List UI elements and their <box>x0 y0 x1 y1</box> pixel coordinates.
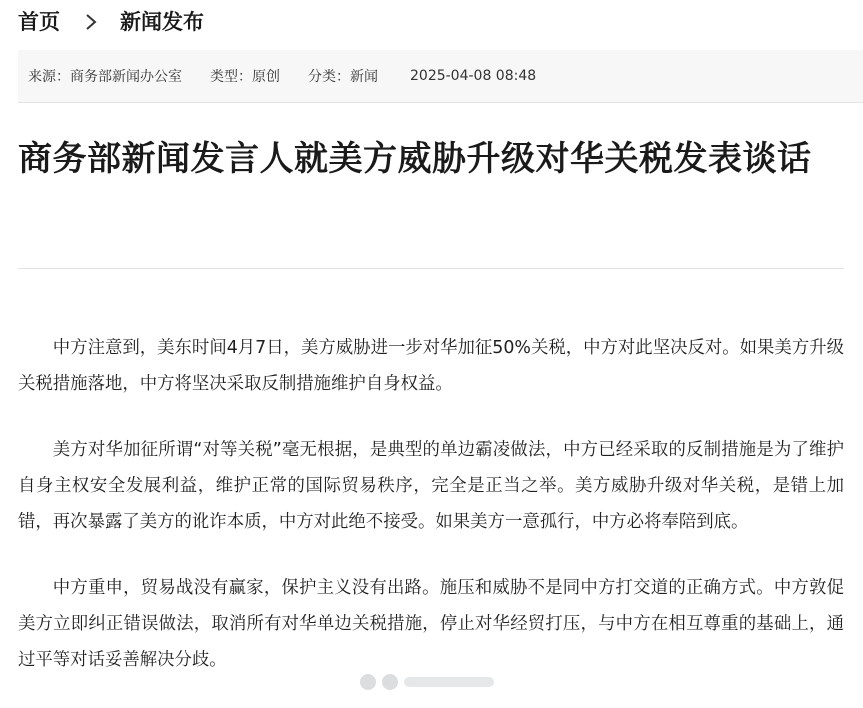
breadcrumb-home-link[interactable]: 首页 <box>18 10 60 34</box>
article-meta-bar <box>18 50 863 103</box>
meta-source: 来源：商务部新闻办公室 <box>28 69 182 85</box>
article-title: 商务部新闻发言人就美方威胁升级对华关税发表谈话 <box>18 139 812 179</box>
article-body <box>18 330 844 708</box>
chevron-right-icon <box>84 11 98 31</box>
breadcrumb <box>18 4 204 38</box>
meta-datetime: 2025-04-08 08:48 <box>410 68 537 84</box>
watermark-dot-icon <box>382 674 398 690</box>
breadcrumb-current: 新闻发布 <box>120 10 204 34</box>
watermark-dot-icon <box>360 674 376 690</box>
meta-type: 类型：原创 <box>210 69 280 85</box>
article-paragraph: 中方注意到，美东时间4月7日，美方威胁进一步对华加征50%关税，中方对此坚决反对。如果美方升级关税措施落地，中方将坚决采取反制措施维护自身权益。 <box>18 338 844 394</box>
watermark-bar <box>404 677 494 687</box>
article-paragraph: 美方对华加征所谓“对等关税”毫无根据，是典型的单边霸凌做法，中方已经采取的反制措施是为了维护自身主权安全发展利益，维护正常的国际贸易秩序，完全是正当之举。美方威胁升级对华关税，是错上加错，再次暴露了美方的讹诈本质，中方对此绝不接受。如果美方一意孤行，中方必将奉陪到底。 <box>18 440 844 532</box>
title-divider <box>18 268 844 269</box>
watermark-logo <box>360 668 494 696</box>
article-paragraph: 中方重申，贸易战没有赢家，保护主义没有出路。施压和威胁不是同中方打交道的正确方式。中方敦促美方立即纠正错误做法，取消所有对华单边关税措施，停止对华经贸打压，与中方在相互尊重的基础上，通过平等对话妥善解决分歧。 <box>18 578 844 670</box>
meta-category: 分类：新闻 <box>308 69 378 85</box>
